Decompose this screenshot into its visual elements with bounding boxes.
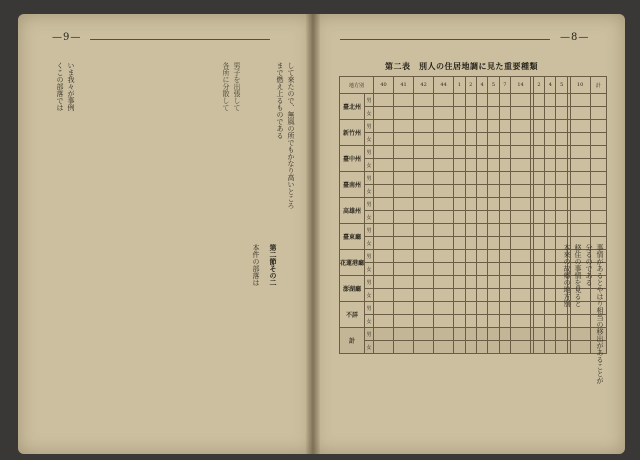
value-cell [511, 185, 531, 198]
region-cell: 澎湖廳 [340, 276, 365, 302]
value-cell [556, 172, 567, 185]
value-cell [394, 198, 414, 211]
value-cell [434, 94, 454, 107]
value-cell [533, 146, 544, 159]
text-line: いま我々が事例 [67, 62, 75, 111]
value-cell [476, 120, 487, 133]
header-cell: 42 [414, 77, 434, 94]
value-cell [394, 120, 414, 133]
value-cell [414, 211, 434, 224]
sex-cell: 男 [365, 146, 374, 159]
value-cell [499, 120, 510, 133]
value-cell [511, 120, 531, 133]
value-cell [454, 146, 465, 159]
value-cell [556, 224, 567, 237]
value-cell [374, 172, 394, 185]
text-line: して來たので、無風の所でもかなり高いところまで燃え上るものである [276, 62, 295, 209]
value-cell [556, 133, 567, 146]
value-cell [570, 120, 590, 133]
value-cell [454, 172, 465, 185]
header-cell: 1 [454, 77, 465, 94]
value-cell [590, 172, 606, 185]
value-cell [590, 198, 606, 211]
value-cell [465, 120, 476, 133]
value-cell [414, 172, 434, 185]
value-cell [545, 146, 556, 159]
table-row [340, 159, 607, 172]
header-cell: 2 [465, 77, 476, 94]
value-cell [488, 133, 499, 146]
value-cell [454, 133, 465, 146]
left-header-rule [90, 39, 270, 40]
value-cell [476, 146, 487, 159]
header-cell: 40 [374, 77, 394, 94]
value-cell [499, 146, 510, 159]
value-cell [590, 185, 606, 198]
value-cell [476, 159, 487, 172]
value-cell [374, 159, 394, 172]
value-cell [545, 120, 556, 133]
value-cell [590, 159, 606, 172]
table-header-row [340, 77, 607, 94]
sex-cell: 女 [365, 289, 374, 302]
value-cell [454, 159, 465, 172]
region-cell: 臺東廳 [340, 224, 365, 250]
value-cell [499, 224, 510, 237]
value-cell [545, 185, 556, 198]
text-line: 分るのである [585, 244, 593, 286]
value-cell [476, 172, 487, 185]
header-cell: 2 [533, 77, 544, 94]
left-text-block-top-b [118, 62, 242, 212]
value-cell [434, 224, 454, 237]
value-cell [570, 159, 590, 172]
value-cell [570, 211, 590, 224]
value-cell [454, 94, 465, 107]
value-cell [488, 94, 499, 107]
sex-cell: 男 [365, 198, 374, 211]
value-cell [488, 211, 499, 224]
value-cell [570, 198, 590, 211]
value-cell [545, 211, 556, 224]
text-line: 事情があるとやはり相当の移出があることが [596, 244, 604, 384]
value-cell [556, 211, 567, 224]
value-cell [465, 185, 476, 198]
value-cell [545, 172, 556, 185]
value-cell [394, 133, 414, 146]
table-row [340, 107, 607, 120]
value-cell [454, 107, 465, 120]
sex-cell: 男 [365, 302, 374, 315]
value-cell [414, 185, 434, 198]
header-cell: 4 [476, 77, 487, 94]
value-cell [570, 94, 590, 107]
value-cell [488, 224, 499, 237]
value-cell [545, 107, 556, 120]
value-cell [545, 224, 556, 237]
value-cell [511, 159, 531, 172]
value-cell [434, 185, 454, 198]
value-cell [488, 198, 499, 211]
value-cell [476, 94, 487, 107]
value-cell [533, 172, 544, 185]
region-cell: 新竹州 [340, 120, 365, 146]
sex-cell: 女 [365, 341, 374, 354]
value-cell [570, 146, 590, 159]
value-cell [499, 211, 510, 224]
value-cell [499, 133, 510, 146]
value-cell [499, 172, 510, 185]
value-cell [374, 185, 394, 198]
value-cell [533, 198, 544, 211]
value-cell [556, 159, 567, 172]
value-cell [476, 198, 487, 211]
value-cell [488, 120, 499, 133]
value-cell [414, 120, 434, 133]
region-cell: 臺中州 [340, 146, 365, 172]
table-row [340, 120, 607, 133]
value-cell [488, 146, 499, 159]
value-cell [590, 107, 606, 120]
table-row [340, 172, 607, 185]
value-cell [465, 172, 476, 185]
value-cell [434, 172, 454, 185]
value-cell [556, 120, 567, 133]
value-cell [556, 146, 567, 159]
value-cell [590, 211, 606, 224]
value-cell [374, 146, 394, 159]
left-text-block-top-c [36, 62, 76, 212]
value-cell [590, 146, 606, 159]
value-cell [414, 94, 434, 107]
text-line: 本來の故郷の地方別 [563, 244, 571, 307]
value-cell [570, 107, 590, 120]
value-cell [556, 107, 567, 120]
header-label: 地方別 [340, 77, 374, 94]
value-cell [533, 224, 544, 237]
value-cell [511, 172, 531, 185]
value-cell [533, 159, 544, 172]
left-text-block-top [248, 62, 296, 212]
value-cell [465, 224, 476, 237]
value-cell [465, 107, 476, 120]
value-cell [570, 133, 590, 146]
value-cell [488, 107, 499, 120]
region-cell: 高雄州 [340, 198, 365, 224]
value-cell [533, 133, 544, 146]
right-text-block-bottom [335, 244, 605, 439]
value-cell [511, 94, 531, 107]
sex-cell: 女 [365, 315, 374, 328]
value-cell [545, 159, 556, 172]
sex-cell: 男 [365, 328, 374, 341]
table-row [340, 94, 607, 107]
value-cell [454, 224, 465, 237]
value-cell [414, 133, 434, 146]
sex-cell: 男 [365, 120, 374, 133]
value-cell [394, 172, 414, 185]
value-cell [374, 120, 394, 133]
sex-cell: 女 [365, 133, 374, 146]
value-cell [533, 120, 544, 133]
value-cell [499, 159, 510, 172]
table-row [340, 185, 607, 198]
region-cell: 不詳 [340, 302, 365, 328]
value-cell [454, 211, 465, 224]
header-cell: 44 [434, 77, 454, 94]
value-cell [556, 94, 567, 107]
header-cell: 7 [499, 77, 510, 94]
value-cell [488, 159, 499, 172]
value-cell [511, 211, 531, 224]
sex-cell: 女 [365, 107, 374, 120]
sex-cell: 女 [365, 159, 374, 172]
header-cell: 10 [570, 77, 590, 94]
sex-cell: 男 [365, 276, 374, 289]
value-cell [476, 185, 487, 198]
sex-cell: 男 [365, 172, 374, 185]
value-cell [533, 94, 544, 107]
value-cell [511, 224, 531, 237]
value-cell [434, 146, 454, 159]
sex-cell: 女 [365, 211, 374, 224]
value-cell [374, 198, 394, 211]
text-line: 本件の部落は [252, 244, 260, 286]
table-row [340, 211, 607, 224]
value-cell [465, 94, 476, 107]
value-cell [394, 107, 414, 120]
sex-cell: 男 [365, 94, 374, 107]
right-page-number: —8— [560, 32, 590, 43]
value-cell [590, 224, 606, 237]
value-cell [545, 94, 556, 107]
value-cell [414, 198, 434, 211]
value-cell [511, 133, 531, 146]
table-row [340, 198, 607, 211]
value-cell [511, 107, 531, 120]
value-cell [499, 198, 510, 211]
value-cell [414, 146, 434, 159]
value-cell [434, 133, 454, 146]
value-cell [454, 120, 465, 133]
value-cell [570, 172, 590, 185]
sex-cell: 女 [365, 263, 374, 276]
value-cell [374, 224, 394, 237]
table-title: 第二表 別人の住居地調に見た重要種類 [385, 61, 538, 71]
value-cell [545, 133, 556, 146]
text-line: くこの部落では [56, 62, 64, 111]
value-cell [434, 120, 454, 133]
value-cell [414, 224, 434, 237]
header-cell: 14 [511, 77, 531, 94]
value-cell [499, 185, 510, 198]
sex-cell: 女 [365, 185, 374, 198]
value-cell [465, 133, 476, 146]
value-cell [476, 211, 487, 224]
value-cell [511, 198, 531, 211]
value-cell [454, 185, 465, 198]
header-cell: 5 [488, 77, 499, 94]
value-cell [545, 198, 556, 211]
header-cell: 4 [545, 77, 556, 94]
value-cell [511, 146, 531, 159]
header-cell: 計 [590, 77, 606, 94]
sex-cell: 女 [365, 237, 374, 250]
value-cell [374, 94, 394, 107]
value-cell [476, 224, 487, 237]
value-cell [465, 198, 476, 211]
header-cell: 5 [556, 77, 567, 94]
value-cell [465, 159, 476, 172]
value-cell [434, 211, 454, 224]
value-cell [454, 198, 465, 211]
section-heading: 第二節その二 [269, 244, 278, 286]
sex-cell: 男 [365, 250, 374, 263]
value-cell [465, 211, 476, 224]
left-page-number: —9— [52, 32, 82, 43]
value-cell [570, 185, 590, 198]
value-cell [434, 159, 454, 172]
value-cell [590, 133, 606, 146]
table-row [340, 224, 607, 237]
table-row [340, 133, 607, 146]
value-cell [590, 120, 606, 133]
region-cell: 花蓮港廳 [340, 250, 365, 276]
text-line: 男子を出張して [233, 62, 241, 111]
text-line: 各所に分散して [222, 62, 230, 111]
value-cell [394, 159, 414, 172]
value-cell [476, 107, 487, 120]
value-cell [465, 146, 476, 159]
value-cell [533, 211, 544, 224]
value-cell [414, 107, 434, 120]
value-cell [394, 211, 414, 224]
region-cell: 臺南州 [340, 172, 365, 198]
value-cell [374, 133, 394, 146]
value-cell [374, 211, 394, 224]
sex-cell: 男 [365, 224, 374, 237]
value-cell [556, 185, 567, 198]
value-cell [434, 107, 454, 120]
value-cell [499, 107, 510, 120]
value-cell [476, 133, 487, 146]
value-cell [394, 185, 414, 198]
value-cell [533, 185, 544, 198]
region-cell: 臺北州 [340, 94, 365, 120]
header-cell: 41 [394, 77, 414, 94]
value-cell [590, 94, 606, 107]
value-cell [570, 224, 590, 237]
value-cell [394, 146, 414, 159]
value-cell [374, 107, 394, 120]
value-cell [414, 159, 434, 172]
value-cell [533, 107, 544, 120]
value-cell [434, 198, 454, 211]
value-cell [394, 94, 414, 107]
text-line: 移住の事情を見ると [574, 244, 582, 307]
value-cell [488, 172, 499, 185]
value-cell [499, 94, 510, 107]
value-cell [488, 185, 499, 198]
value-cell [556, 198, 567, 211]
table-row [340, 146, 607, 159]
region-cell: 計 [340, 328, 365, 354]
left-text-block-bottom [36, 244, 261, 434]
value-cell [394, 224, 414, 237]
